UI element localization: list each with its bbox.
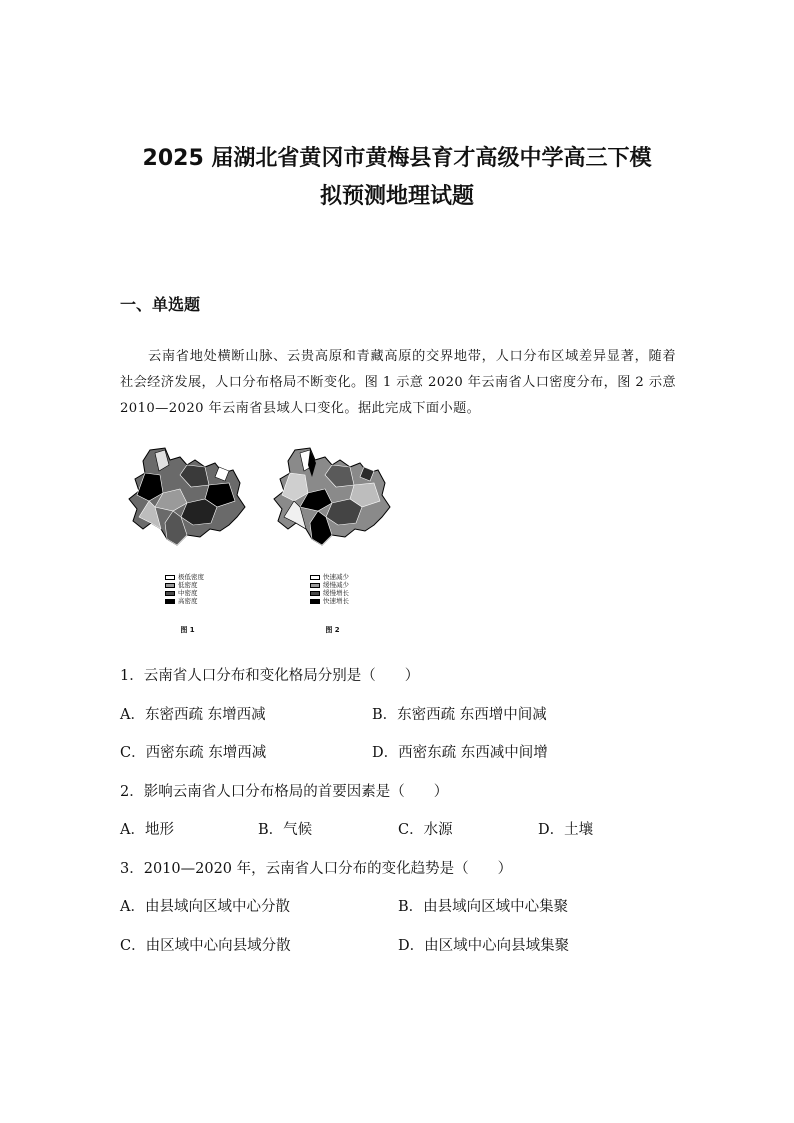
question-2-option-b[interactable]: B．气候 xyxy=(258,822,313,838)
figure-1 xyxy=(125,445,250,640)
section-heading: 一、单选题 xyxy=(120,295,201,314)
legend-label: 快速增长 xyxy=(323,597,349,605)
intro-text: 云南省地处横断山脉、云贵高原和青藏高原的交界地带，人口分布区域差异显著，随着社会经济发展，人口分布格局不断变化。图 1 示意 2020 年云南省人口密度分布，图 2 示意 2010—2020 年云南省县域人口变化。据此完成下面小题。 xyxy=(120,349,676,416)
legend-label: 缓慢增长 xyxy=(323,589,349,597)
map-figure-2 xyxy=(270,445,395,570)
title-line-2: 拟预测地理试题 xyxy=(319,184,474,209)
question-1-option-b[interactable]: B．东密西疏 东西增中间减 xyxy=(372,707,547,723)
question-3-stem: 3．2010—2020 年，云南省人口分布的变化趋势是（ ） xyxy=(120,861,513,877)
legend-label: 快速减少 xyxy=(323,573,349,581)
legend-item xyxy=(165,573,204,581)
question-1-option-d[interactable]: D．西密东疏 东西减中间增 xyxy=(372,745,548,761)
legend-item xyxy=(310,573,349,581)
legend-item xyxy=(310,597,349,605)
legend-swatch xyxy=(310,591,320,596)
figure-2-caption: 图 2 xyxy=(325,626,340,634)
question-1-option-a[interactable]: A．东密西疏 东增西减 xyxy=(120,707,266,723)
legend-swatch xyxy=(165,591,175,596)
legend-label: 中密度 xyxy=(178,589,198,597)
question-2-option-a[interactable]: A．地形 xyxy=(120,822,174,838)
question-1-option-c[interactable]: C．西密东疏 东增西减 xyxy=(120,745,267,761)
legend-swatch xyxy=(165,583,175,588)
figure-2 xyxy=(270,445,395,640)
question-2-stem: 2．影响云南省人口分布格局的首要因素是（ ） xyxy=(120,784,449,800)
figure-group xyxy=(125,445,405,640)
legend-label: 缓慢减少 xyxy=(323,581,349,589)
legend-item xyxy=(310,581,349,589)
legend-label: 低密度 xyxy=(178,581,198,589)
legend-swatch xyxy=(310,599,320,604)
question-3-option-c[interactable]: C．由区域中心向县域分散 xyxy=(120,938,291,954)
legend-item xyxy=(165,581,204,589)
figure-1-caption: 图 1 xyxy=(180,626,195,634)
legend-swatch xyxy=(310,575,320,580)
legend-item xyxy=(310,589,349,597)
document-title xyxy=(0,140,794,216)
title-line-1: 2025 届湖北省黄冈市黄梅县育才高级中学高三下模 xyxy=(142,146,652,171)
question-3-option-b[interactable]: B．由县域向区域中心集聚 xyxy=(398,899,569,915)
question-intro xyxy=(120,344,676,422)
question-3-option-d[interactable]: D．由区域中心向县域集聚 xyxy=(398,938,570,954)
question-2-option-d[interactable]: D．土壤 xyxy=(538,822,594,838)
legend-figure-1 xyxy=(165,573,204,605)
question-3-option-a[interactable]: A．由县域向区域中心分散 xyxy=(120,899,290,915)
legend-swatch xyxy=(165,575,175,580)
question-1-stem: 1．云南省人口分布和变化格局分别是（ ） xyxy=(120,668,420,684)
legend-label: 极低密度 xyxy=(178,573,204,581)
legend-swatch xyxy=(310,583,320,588)
legend-swatch xyxy=(165,599,175,604)
legend-figure-2 xyxy=(310,573,349,605)
question-2-option-c[interactable]: C．水源 xyxy=(398,822,453,838)
legend-item xyxy=(165,589,204,597)
legend-label: 高密度 xyxy=(178,597,198,605)
map-figure-1 xyxy=(125,445,250,570)
legend-item xyxy=(165,597,204,605)
